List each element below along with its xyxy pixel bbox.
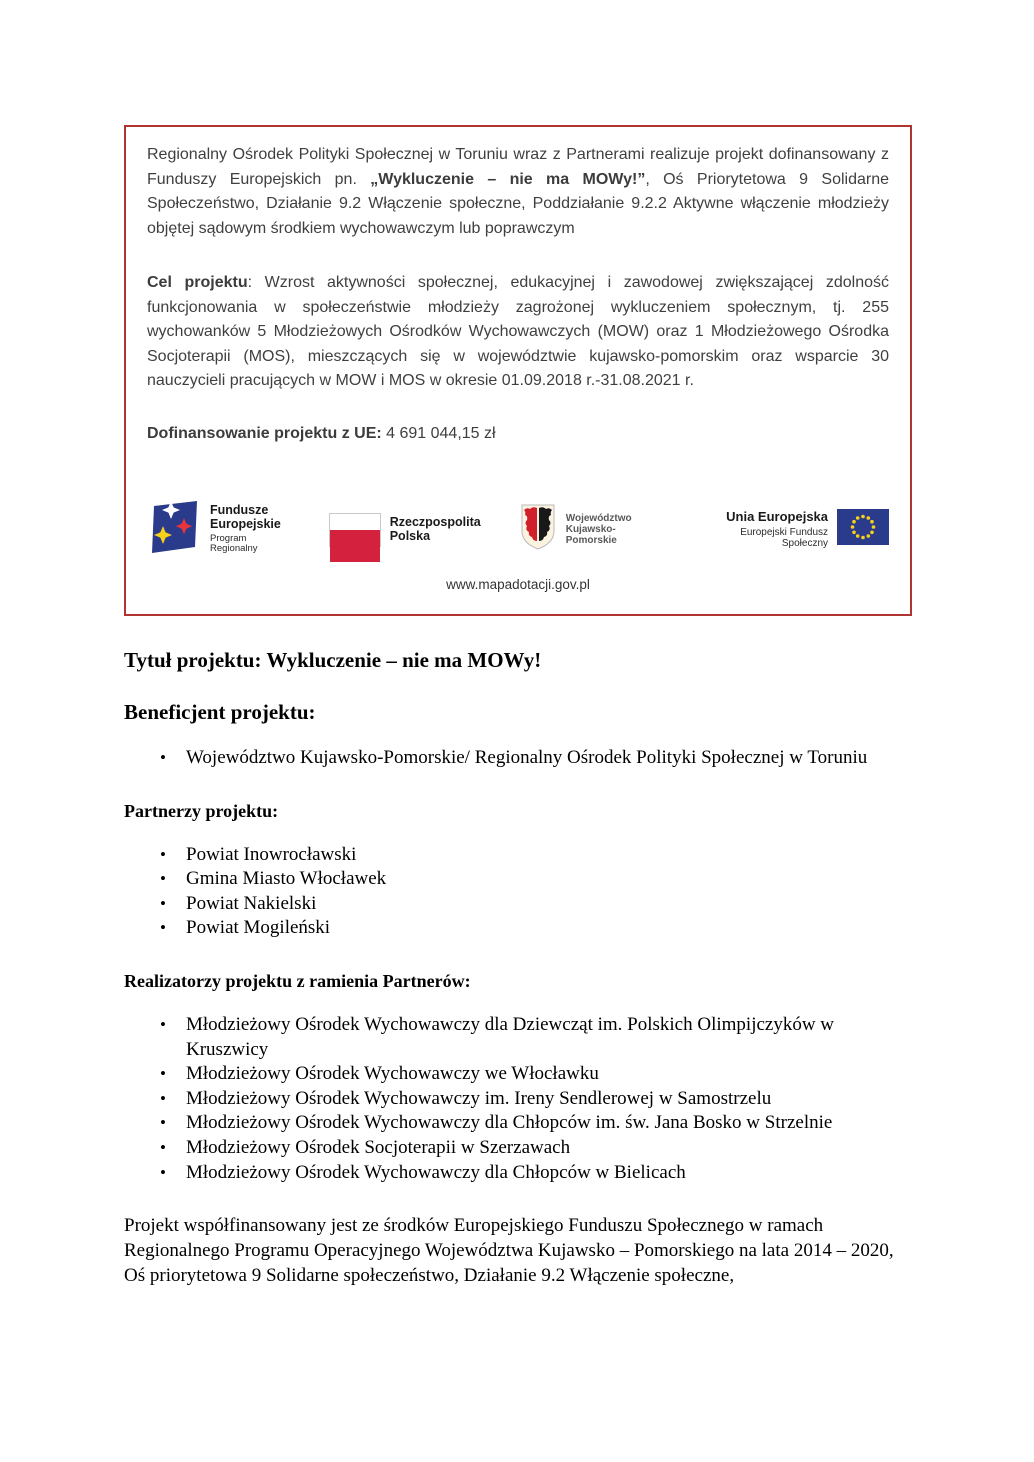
poland-title-line1: Rzeczpospolita — [389, 514, 481, 529]
implementers-list — [124, 1013, 912, 1185]
funding-label: Dofinansowanie projektu z UE: — [147, 424, 382, 442]
footer-paragraph: Projekt współfinansowany jest ze środków Europejskiego Funduszu Społecznego w ramach Regionalnego Programu Operacyjnego Województwa Kujawsko – Pomorskiego na lata 2014 – 2020, Oś priorytetowa 9 Solidarne społeczeństwo, Działanie 9.2 Włączenie społeczne, — [124, 1215, 894, 1287]
funding-value: 4 691 044,15 zł — [381, 424, 496, 442]
kp-title-line1: Województwo — [565, 513, 632, 524]
fe-logo-title-line1: Fundusze — [210, 503, 269, 518]
partners-list — [124, 843, 912, 941]
goal-label: Cel projektu — [147, 274, 248, 291]
funding-line — [147, 422, 889, 447]
project-title-heading: Tytuł projektu: Wykluczenie – nie ma MOWy! — [124, 648, 542, 672]
partners-heading: Partnerzy projektu: — [124, 800, 279, 821]
poland-logo-block — [329, 513, 481, 547]
list-item: • Powiat Nakielski — [186, 892, 912, 917]
poland-title-line2: Polska — [389, 528, 431, 543]
european-funds-flag-icon — [147, 498, 201, 561]
list-item: • Młodzieżowy Ośrodek Wychowawczy dla Chłopców w Bielicach — [186, 1161, 912, 1186]
list-item: • Młodzieżowy Ośrodek Socjoterapii w Szerzawach — [186, 1136, 912, 1161]
poland-caption — [390, 516, 481, 544]
kp-title-line2: Kujawsko-Pomorskie — [565, 524, 617, 546]
kujawsko-pomorskie-coat-of-arms-icon — [519, 503, 557, 556]
beneficiary-heading: Beneficjent projektu: — [124, 700, 316, 724]
kujawsko-pomorskie-caption — [566, 513, 661, 546]
goal-text: : Wzrost aktywności społecznej, edukacyjnej i zawodowej zwiększającej zdolność funkcjonowania w społeczeństwie młodzieży zagrożonej wykluczeniem społecznym, tj. 255 wychowanków 5 Młodzieżowych Ośrodków Wychowawczych (MOW) oraz 1 Młodzieżowego Ośrodka Socjoterapii (MOS), mieszczących się w województwie kujawsko-pomorskim oraz wsparcie 30 nauczycieli pracujących w MOW i MOS w okresie 01.09.2018 r.-31.08.2021 r. — [147, 274, 889, 389]
document-page — [124, 125, 912, 1288]
eu-logo-block — [699, 509, 889, 550]
implementers-heading: Realizatorzy projektu z ramienia Partnerów: — [124, 970, 471, 991]
fe-logo-subtitle: Program Regionalny — [210, 532, 258, 555]
list-item: • Młodzieżowy Ośrodek Wychowawczy dla Dziewcząt im. Polskich Olimpijczyków w Kruszwicy — [186, 1013, 912, 1062]
list-item: • Powiat Mogileński — [186, 916, 912, 941]
goal-paragraph — [147, 271, 889, 394]
list-item: • Młodzieżowy Ośrodek Wychowawczy im. Ireny Sendlerowej w Samostrzelu — [186, 1087, 912, 1112]
eu-flag-icon — [837, 509, 889, 550]
list-item: • Województwo Kujawsko-Pomorskie/ Regionalny Ośrodek Polityki Społecznej w Toruniu — [186, 746, 912, 771]
intro-text-pre: Regionalny Ośrodek Polityki Społecznej w Toruniu wraz z Partnerami realizuje projekt dofinansowany z Funduszy Europejskich pn. — [147, 146, 889, 188]
beneficiary-list — [124, 746, 912, 771]
logos-row — [147, 498, 889, 561]
fe-logo-caption — [210, 504, 291, 554]
eu-subtitle: Europejski Fundusz Społeczny — [740, 526, 829, 549]
intro-paragraph — [147, 143, 889, 241]
list-item: • Młodzieżowy Ośrodek Wychowawczy we Włocławku — [186, 1062, 912, 1087]
list-item: • Gmina Miasto Włocławek — [186, 867, 912, 892]
intro-text-post: , Oś Priorytetowa 9 Solidarne Społeczeństwo, Działanie 9.2 Włączenie społeczne, Poddziałanie 9.2.2 Aktywne włączenie młodzieży objętej sądowym środkiem wychowawczym lub poprawczym — [147, 170, 890, 237]
eu-title: Unia Europejska — [726, 509, 829, 525]
fe-logo-block — [147, 498, 291, 561]
kujawsko-pomorskie-logo-block — [519, 503, 661, 556]
fe-logo-title-line2: Europejskie — [210, 517, 281, 532]
eu-caption — [699, 510, 828, 548]
project-name-bold: „Wykluczenie – nie ma MOWy!” — [370, 170, 646, 188]
poland-flag-icon — [329, 513, 381, 547]
list-item: • Młodzieżowy Ośrodek Wychowawczy dla Chłopców im. św. Jana Bosko w Strzelnie — [186, 1111, 912, 1136]
list-item: • Powiat Inowrocławski — [186, 843, 912, 868]
project-info-box — [124, 125, 912, 616]
website-url: www.mapadotacji.gov.pl — [446, 577, 590, 592]
